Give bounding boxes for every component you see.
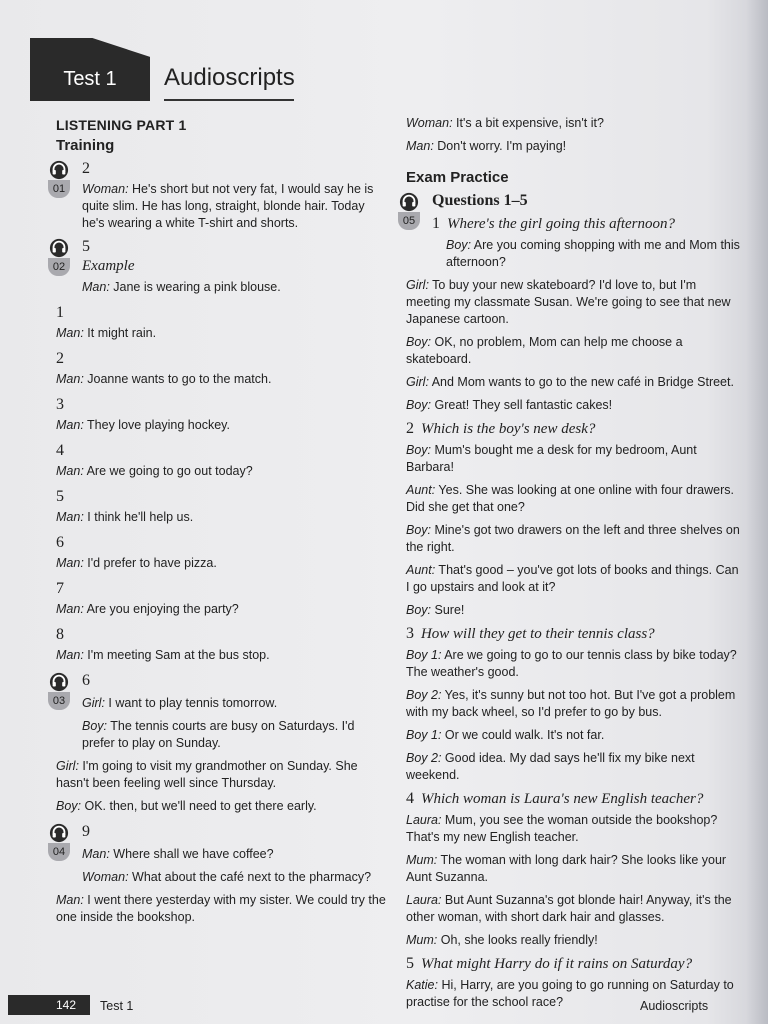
dialogue-line: Aunt: Yes. She was looking at one online with four drawers. Did she get that one? [406, 483, 734, 514]
footer-test-label: Test 1 [100, 999, 134, 1013]
page-number: 142 [56, 998, 77, 1012]
dialogue-line: Man: I'm meeting Sam at the bus stop. [56, 648, 270, 662]
dialogue-line: Woman: What about the café next to the pharmacy? [82, 870, 372, 884]
track-number: 03 [48, 692, 70, 710]
question-number: 9 [82, 823, 90, 840]
dialogue-line: Boy: Are you coming shopping with me and Mom this afternoon? [446, 238, 740, 269]
dialogue-line: Man: I went there yesterday with my sister. We could try the one inside the bookshop. [56, 893, 386, 924]
page-title: Audioscripts [164, 64, 295, 91]
dialogue-line: Boy 1: Or we could walk. It's not far. [406, 728, 605, 742]
dialogue-line: Mum: The woman with long dark hair? She looks like your Aunt Suzanna. [406, 853, 727, 884]
dialogue-line: Katie: Hi, Harry, are you going to go running on Saturday to practise for the school race? [406, 978, 734, 1009]
dialogue-line: Man: Don't worry. I'm paying! [406, 139, 567, 153]
item-number: 8 [56, 626, 64, 643]
dialogue-line: Boy: Great! They sell fantastic cakes! [406, 398, 613, 412]
page-edge-shadow [746, 0, 768, 1024]
dialogue-line: Boy 2: Good idea. My dad says he'll fix my bike next weekend. [406, 751, 695, 782]
dialogue-line: Girl: And Mom wants to go to the new café in Bridge Street. [406, 375, 734, 389]
item-number: 1 [56, 304, 64, 321]
track-number: 05 [398, 212, 420, 230]
item-number: 3 [56, 396, 64, 413]
dialogue-line: Man: Jane is wearing a pink blouse. [82, 280, 281, 294]
item-list [56, 304, 388, 664]
audio-track-badge [48, 160, 70, 200]
title-underline [164, 99, 294, 101]
headphones-icon [48, 672, 70, 692]
dialogue-line: Woman: It's a bit expensive, isn't it? [406, 116, 604, 130]
dialogue-line: Girl: I want to play tennis tomorrow. [82, 696, 278, 710]
header-test-label: Test 1 [63, 68, 117, 90]
audio-track-badge [48, 823, 70, 863]
dialogue-line: Boy: Mine's got two drawers on the left and three shelves on the right. [406, 523, 740, 554]
audio-track-badge [48, 238, 70, 278]
dialogue-line: Man: Where shall we have coffee? [82, 847, 274, 861]
headphones-icon [48, 160, 70, 180]
questions-title: Questions 1–5 [432, 192, 528, 209]
question-prompt: 4 Which woman is Laura's new English teacher? [406, 790, 704, 807]
exam-practice-heading: Exam Practice [406, 169, 509, 186]
dialogue-line: Man: It might rain. [56, 326, 157, 340]
question-prompt: 2 Which is the boy's new desk? [406, 420, 596, 437]
dialogue-line: Man: Joanne wants to go to the match. [56, 372, 272, 386]
dialogue-line: Boy 1: Are we going to go to our tennis class by bike today? The weather's good. [406, 648, 737, 679]
item-number: 6 [56, 534, 64, 551]
dialogue-line: Woman: He's short but not very fat, I would say he is quite slim. He has long, straight, blonde hair. Today he's wearing a white T-shirt and shorts. [82, 182, 374, 230]
dialogue-line: Mum: Oh, she looks really friendly! [406, 933, 598, 947]
item-number: 4 [56, 442, 64, 459]
item-number: 5 [56, 488, 64, 505]
dialogue-line: Girl: To buy your new skateboard? I'd love to, but I'm meeting my classmate Susan. We're going to see that new Japanese cartoon. [406, 278, 731, 326]
track-number: 04 [48, 843, 70, 861]
dialogue-line: Laura: But Aunt Suzanna's got blonde hair! Anyway, it's the other woman, with short dark hair and glasses. [406, 893, 732, 924]
section-heading: LISTENING PART 1 [56, 117, 187, 133]
subsection-heading: Training [56, 137, 115, 154]
question-prompt: 3 How will they get to their tennis class? [406, 625, 655, 642]
item-number: 2 [56, 350, 64, 367]
dialogue-line: Boy: Sure! [406, 603, 465, 617]
headphones-icon [48, 823, 70, 843]
audio-track-badge [48, 672, 70, 712]
audio-track-badge [398, 192, 420, 232]
example-label: Example [82, 258, 135, 274]
dialogue-line: Man: I think he'll help us. [56, 510, 194, 524]
dialogue-line: Boy: The tennis courts are busy on Saturdays. I'd prefer to play on Sunday. [82, 719, 355, 750]
left-column [52, 117, 388, 926]
track-number: 01 [48, 180, 70, 198]
question-number: 5 [82, 238, 90, 255]
dialogue-line: Boy: Mum's bought me a desk for my bedroom, Aunt Barbara! [406, 443, 697, 474]
dialogue-line: Laura: Mum, you see the woman outside the bookshop? That's my new English teacher. [406, 813, 718, 844]
item-number: 7 [56, 580, 64, 597]
dialogue-line: Man: Are we going to go out today? [56, 464, 253, 478]
dialogue-line: Girl: I'm going to visit my grandmother on Sunday. She hasn't been feeling well since Thursday. [56, 759, 358, 790]
headphones-icon [48, 238, 70, 258]
dialogue-line: Man: They love playing hockey. [56, 418, 230, 432]
right-column [402, 115, 742, 1011]
question-number: 2 [82, 160, 90, 177]
track-number: 02 [48, 258, 70, 276]
dialogue-line: Boy: OK. then, but we'll need to get there early. [56, 799, 317, 813]
question-prompt: 5 What might Harry do if it rains on Saturday? [406, 955, 693, 972]
dialogue-line: Man: I'd prefer to have pizza. [56, 556, 217, 570]
dialogue-line: Boy: OK, no problem, Mom can help me choose a skateboard. [406, 335, 683, 366]
headphones-icon [398, 192, 420, 212]
dialogue-line: Man: Are you enjoying the party? [56, 602, 239, 616]
question-prompt: 1 Where's the girl going this afternoon? [432, 215, 676, 232]
question-number: 6 [82, 672, 90, 689]
dialogue-line: Boy 2: Yes, it's sunny but not too hot. But I've got a problem with my back wheel, so I'd prefer to go by bus. [406, 688, 736, 719]
dialogue-line: Aunt: That's good – you've got lots of books and things. Can I go upstairs and look at it? [406, 563, 739, 594]
footer-section-label: Audioscripts [640, 999, 709, 1013]
